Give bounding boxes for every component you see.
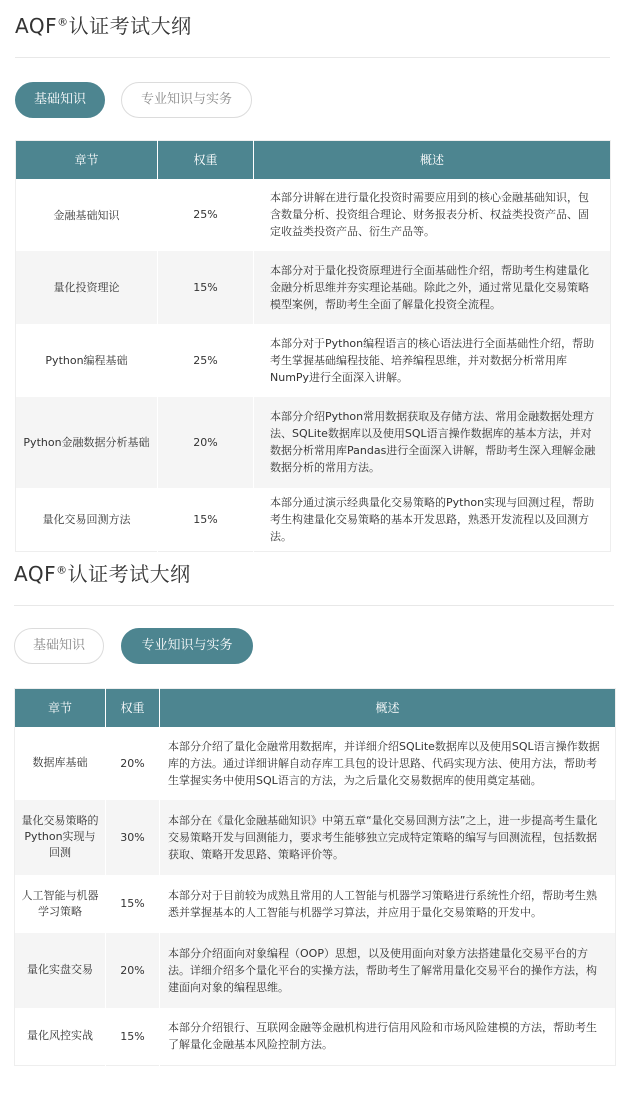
table-row: [16, 488, 611, 552]
table-row: [16, 251, 611, 324]
title-text: AQF: [14, 562, 57, 586]
summary-cell: 本部分讲解在进行量化投资时需要应用到的核心金融基础知识，包含数量分析、投资组合理论、财务报表分析、权益类投资产品、固定收益类投资产品、衍生产品等。: [254, 179, 611, 251]
syllabus-table: [15, 140, 611, 552]
table-header-row: [15, 689, 616, 727]
table-row: [15, 933, 616, 1008]
header-chapter: 章节: [16, 141, 158, 179]
table-row: [15, 875, 616, 933]
weight-cell: 20%: [106, 727, 160, 800]
header-summary: 概述: [160, 689, 616, 727]
page-title: [14, 558, 191, 587]
chapter-cell: 量化实盘交易: [15, 933, 106, 1008]
table-row: [15, 1008, 616, 1066]
divider: [14, 605, 614, 606]
summary-cell: 本部分在《量化金融基础知识》中第五章“量化交易回测方法”之上，进一步提高考生量化交易策略开发与回测能力，要求考生能够独立完成特定策略的编写与回测流程，包括数据获取、策略开发思路、策略评价等。: [160, 800, 616, 875]
weight-cell: 30%: [106, 800, 160, 875]
weight-cell: 15%: [158, 488, 254, 552]
summary-cell: 本部分介绍银行、互联网金融等金融机构进行信用风险和市场风险建模的方法，帮助考生了解量化金融基本风险控制方法。: [160, 1008, 616, 1066]
table-header-row: [16, 141, 611, 179]
tab-basic-knowledge[interactable]: 基础知识: [15, 82, 105, 118]
weight-cell: 15%: [106, 875, 160, 933]
registered-mark: ®: [56, 563, 68, 577]
summary-cell: 本部分对于量化投资原理进行全面基础性介绍，帮助考生构建量化金融分析思维并夯实理论基础。除此之外，通过常见量化交易策略模型案例，帮助考生全面了解量化投资全流程。: [254, 251, 611, 324]
tab-professional-practice[interactable]: 专业知识与实务: [121, 628, 253, 664]
registered-mark: ®: [57, 15, 69, 29]
header-weight: 权重: [158, 141, 254, 179]
chapter-cell: 量化交易策略的Python实现与回测: [15, 800, 106, 875]
table-row: [16, 397, 611, 488]
table-row: [16, 324, 611, 397]
summary-cell: 本部分对于目前较为成熟且常用的人工智能与机器学习策略进行系统性介绍，帮助考生熟悉并掌握基本的人工智能与机器学习算法，并应用于量化交易策略的开发中。: [160, 875, 616, 933]
chapter-cell: 金融基础知识: [16, 179, 158, 251]
title-text-rest: 认证考试大纲: [68, 14, 192, 38]
summary-cell: 本部分对于Python编程语言的核心语法进行全面基础性介绍，帮助考生掌握基础编程技能、培养编程思维，并对数据分析常用库NumPy进行全面深入讲解。: [254, 324, 611, 397]
table-row: [15, 800, 616, 875]
weight-cell: 20%: [106, 933, 160, 1008]
divider: [15, 57, 610, 58]
title-text-rest: 认证考试大纲: [67, 562, 191, 586]
chapter-cell: Python金融数据分析基础: [16, 397, 158, 488]
weight-cell: 25%: [158, 324, 254, 397]
tab-basic-knowledge[interactable]: 基础知识: [14, 628, 104, 664]
chapter-cell: 量化风控实战: [15, 1008, 106, 1066]
summary-cell: 本部分介绍了量化金融常用数据库，并详细介绍SQLite数据库以及使用SQL语言操作数据库的方法。通过详细讲解自动存库工具包的设计思路、代码实现方法、使用方法，帮助考生掌握实务中使用SQL语言的方法，为之后量化交易数据库的使用奠定基础。: [160, 727, 616, 800]
weight-cell: 20%: [158, 397, 254, 488]
chapter-cell: 量化交易回测方法: [16, 488, 158, 552]
chapter-cell: Python编程基础: [16, 324, 158, 397]
table-row: [16, 179, 611, 251]
summary-cell: 本部分介绍Python常用数据获取及存储方法、常用金融数据处理方法、SQLite数据库以及使用SQL语言操作数据库的基本方法，并对数据分析常用库Pandas进行全面深入讲解，帮助考生深入理解金融数据分析的常用方法。: [254, 397, 611, 488]
header-summary: 概述: [254, 141, 611, 179]
weight-cell: 15%: [106, 1008, 160, 1066]
chapter-cell: 量化投资理论: [16, 251, 158, 324]
header-chapter: 章节: [15, 689, 106, 727]
summary-cell: 本部分通过演示经典量化交易策略的Python实现与回测过程，帮助考生构建量化交易策略的基本开发思路，熟悉开发流程以及回测方法。: [254, 488, 611, 552]
syllabus-table: [14, 688, 616, 1066]
chapter-cell: 数据库基础: [15, 727, 106, 800]
header-weight: 权重: [106, 689, 160, 727]
page-title: [15, 10, 192, 39]
table-row: [15, 727, 616, 800]
summary-cell: 本部分介绍面向对象编程（OOP）思想，以及使用面向对象方法搭建量化交易平台的方法。详细介绍多个量化平台的实操方法，帮助考生了解常用量化交易平台的操作方法，构建面向对象的编程思维。: [160, 933, 616, 1008]
tab-professional-practice[interactable]: 专业知识与实务: [121, 82, 252, 118]
weight-cell: 15%: [158, 251, 254, 324]
weight-cell: 25%: [158, 179, 254, 251]
chapter-cell: 人工智能与机器学习策略: [15, 875, 106, 933]
title-text: AQF: [15, 14, 58, 38]
